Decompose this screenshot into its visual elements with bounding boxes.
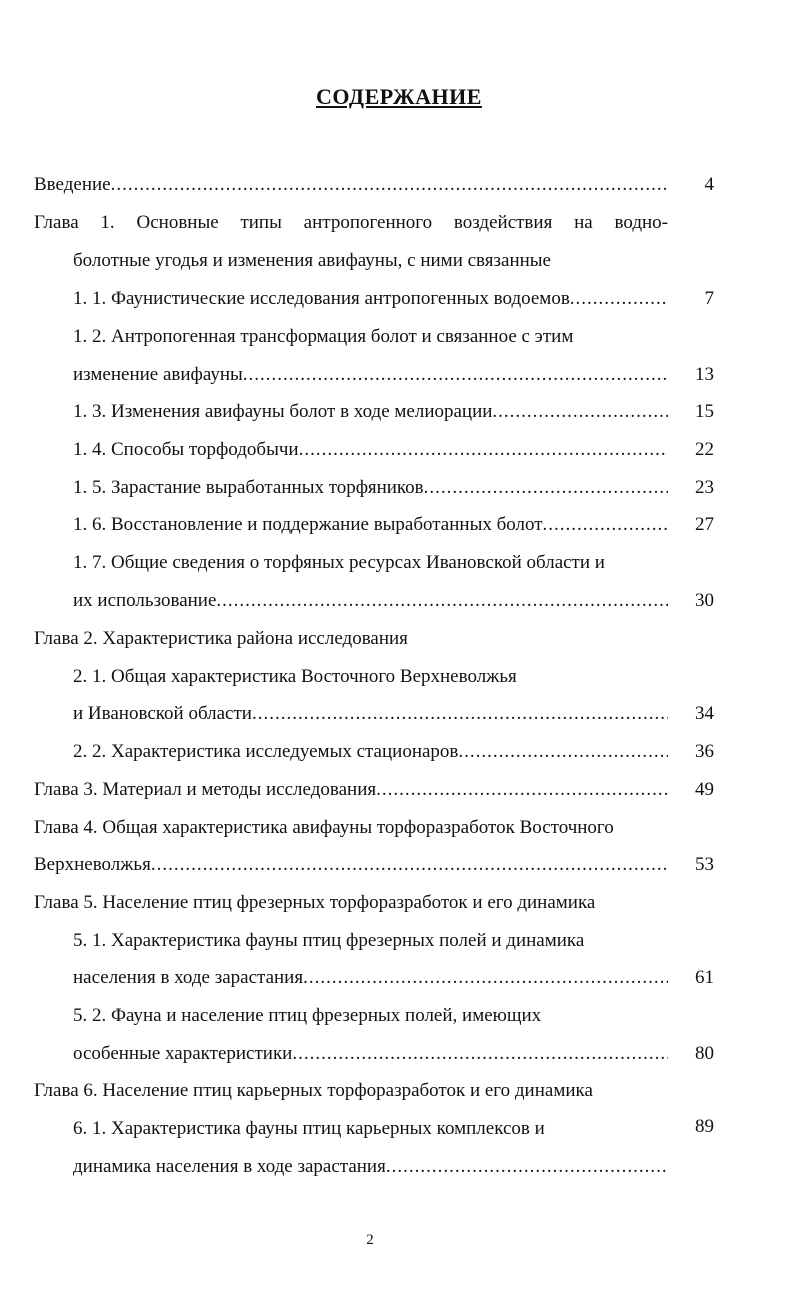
toc-entry-text: 1. 1. Фаунистические исследования антропогенных водоемов <box>73 288 570 309</box>
leader-dots <box>303 966 668 990</box>
toc-entry-text: 1. 3. Изменения авифауны болот в ходе мелиорации <box>73 401 493 422</box>
toc-page-number: 89 <box>695 1116 714 1137</box>
toc-entry-text: и Ивановской области <box>73 703 252 724</box>
leader-dots <box>299 438 668 462</box>
toc-page-number: 7 <box>704 288 714 309</box>
toc-entry-6-1 <box>73 1155 668 1179</box>
toc-chapter-heading: Глава 5. Население птиц фрезерных торфоразработок и его динамика <box>34 892 596 913</box>
leader-dots <box>111 173 668 197</box>
leader-dots <box>216 589 668 613</box>
toc-entry-text: изменение авифауны <box>73 364 243 385</box>
toc-chapter-heading: Глава 1. Основные типы антропогенного воздействия на водно- <box>34 212 668 233</box>
toc-chapter-heading: Глава 2. Характеристика района исследования <box>34 628 408 649</box>
toc-entry-text: их использование <box>73 590 217 611</box>
toc-entry-2-2 <box>73 740 668 764</box>
toc-entry-5-2 <box>73 1042 668 1066</box>
toc-page-number: 22 <box>695 439 714 460</box>
leader-dots <box>386 1155 668 1179</box>
toc-entry-1-2-head: 1. 2. Антропогенная трансформация болот и связанное с этим <box>73 326 574 347</box>
toc-entry-text: 2. 2. Характеристика исследуемых стационаров <box>73 741 459 762</box>
toc-page-number: 49 <box>695 779 714 800</box>
toc-entry-5-2-head: 5. 2. Фауна и население птиц фрезерных полей, имеющих <box>73 1005 542 1026</box>
leader-dots <box>243 363 668 387</box>
toc-entry-1-3 <box>73 400 668 424</box>
toc-entry-text: 1. 4. Способы торфодобычи <box>73 439 299 460</box>
toc-entry-text: особенные характеристики <box>73 1043 293 1064</box>
page-number: 2 <box>366 1232 374 1248</box>
toc-page-number: 4 <box>704 174 714 195</box>
toc-entry-text: Введение <box>34 174 111 195</box>
leader-dots <box>151 853 668 877</box>
toc-entry-5-1-head: 5. 1. Характеристика фауны птиц фрезерных полей и динамика <box>73 930 585 951</box>
toc-page-number: 23 <box>695 477 714 498</box>
toc-entry-5-1 <box>73 966 668 990</box>
toc-chapter-heading: Глава 4. Общая характеристика авифауны торфоразработок Восточного <box>34 817 614 838</box>
toc-entry-1-2 <box>73 363 668 387</box>
toc-entry-1-5 <box>73 476 668 500</box>
toc-entry-1-7-head: 1. 7. Общие сведения о торфяных ресурсах Ивановской области и <box>73 552 605 573</box>
leader-dots <box>424 476 668 500</box>
toc-entry-text: населения в ходе зарастания <box>73 967 304 988</box>
toc-entry-intro <box>34 173 668 197</box>
toc-page-number: 27 <box>695 514 714 535</box>
leader-dots <box>458 740 668 764</box>
toc-page-number: 13 <box>695 364 714 385</box>
toc-entry-1-6 <box>73 513 668 537</box>
toc-page-number: 34 <box>695 703 714 724</box>
toc-page-number: 61 <box>695 967 714 988</box>
leader-dots <box>292 1042 668 1066</box>
toc-entry-6-1-head: 6. 1. Характеристика фауны птиц карьерных комплексов и <box>73 1118 545 1139</box>
toc-entry-text: динамика населения в ходе зарастания <box>73 1156 386 1177</box>
toc-entry-text: 1. 6. Восстановление и поддержание выработанных болот <box>73 514 543 535</box>
toc-entry-text: 1. 5. Зарастание выработанных торфяников <box>73 477 424 498</box>
toc-entry-2-1-head: 2. 1. Общая характеристика Восточного Верхневолжья <box>73 666 517 687</box>
toc-entry-text: Верхневолжья <box>34 854 151 875</box>
toc-page-number: 15 <box>695 401 714 422</box>
toc-entry-1-4 <box>73 438 668 462</box>
toc-page-number: 53 <box>695 854 714 875</box>
leader-dots <box>252 702 668 726</box>
toc-entry-ch3 <box>34 778 668 802</box>
toc-page-number: 36 <box>695 741 714 762</box>
toc-entry-text: Глава 3. Материал и методы исследования <box>34 779 377 800</box>
toc-entry-ch4 <box>34 853 668 877</box>
leader-dots <box>376 778 668 802</box>
toc-chapter-heading-cont: болотные угодья и изменения авифауны, с ними связанные <box>73 250 551 271</box>
leader-dots <box>570 287 668 311</box>
toc-entry-1-7 <box>73 589 668 613</box>
toc-entry-2-1 <box>73 702 668 726</box>
toc-entry-1-1 <box>73 287 668 311</box>
leader-dots <box>492 400 668 424</box>
leader-dots <box>543 513 668 537</box>
toc-page-number: 30 <box>695 590 714 611</box>
page-title: СОДЕРЖАНИЕ <box>316 84 482 109</box>
toc-page-number: 80 <box>695 1043 714 1064</box>
toc-chapter-heading: Глава 6. Население птиц карьерных торфоразработок и его динамика <box>34 1080 593 1101</box>
